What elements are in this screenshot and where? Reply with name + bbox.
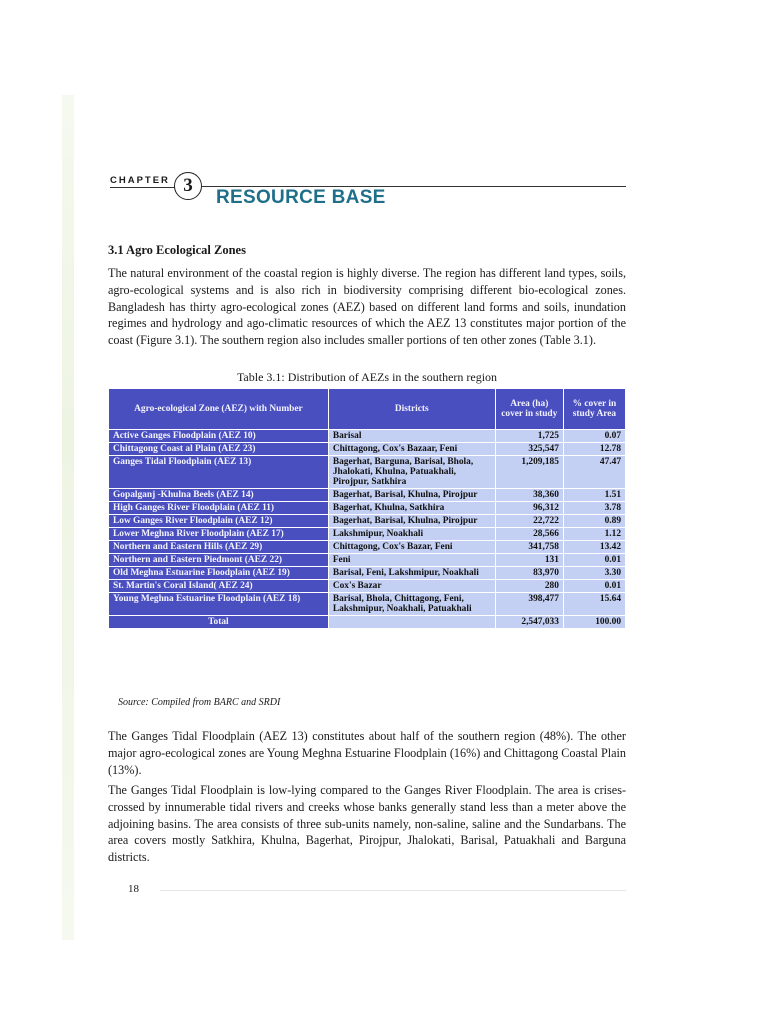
page-number: 18 <box>128 883 139 895</box>
zone-cell: Northern and Eastern Piedmont (AEZ 22) <box>109 554 329 567</box>
total-label: Total <box>109 616 329 629</box>
area-cell: 280 <box>495 580 563 593</box>
districts-cell: Barisal, Bhola, Chittagong, Feni, Lakshmipur, Noakhali, Patuakhali <box>328 593 495 616</box>
percent-cell: 0.89 <box>563 515 625 528</box>
area-cell: 1,209,185 <box>495 456 563 489</box>
chapter-label: CHAPTER <box>110 175 170 186</box>
districts-cell: Lakshmipur, Noakhali <box>328 528 495 541</box>
zone-cell: Ganges Tidal Floodplain (AEZ 13) <box>109 456 329 489</box>
zone-cell: Active Ganges Floodplain (AEZ 10) <box>109 430 329 443</box>
section-heading: 3.1 Agro Ecological Zones <box>108 243 246 257</box>
area-cell: 22,722 <box>495 515 563 528</box>
area-cell: 131 <box>495 554 563 567</box>
area-cell: 398,477 <box>495 593 563 616</box>
area-cell: 96,312 <box>495 502 563 515</box>
area-cell: 38,360 <box>495 489 563 502</box>
total-districts-empty <box>328 616 495 629</box>
table-row <box>109 554 626 567</box>
aez-table <box>108 388 626 629</box>
percent-cell: 12.78 <box>563 443 625 456</box>
zone-cell: Gopalganj -Khulna Beels (AEZ 14) <box>109 489 329 502</box>
header-districts: Districts <box>328 389 495 430</box>
districts-cell: Bagerhat, Khulna, Satkhira <box>328 502 495 515</box>
table-body <box>109 430 626 629</box>
table-row <box>109 580 626 593</box>
area-cell: 341,758 <box>495 541 563 554</box>
percent-cell: 3.30 <box>563 567 625 580</box>
percent-cell: 13.42 <box>563 541 625 554</box>
table-caption: Table 3.1: Distribution of AEZs in the southern region <box>236 370 498 384</box>
percent-cell: 1.51 <box>563 489 625 502</box>
footer-rule <box>160 890 626 891</box>
table-row <box>109 430 626 443</box>
percent-cell: 0.07 <box>563 430 625 443</box>
total-percent: 100.00 <box>563 616 625 629</box>
zone-cell: High Ganges River Floodplain (AEZ 11) <box>109 502 329 515</box>
districts-cell: Chittagong, Cox's Bazaar, Feni <box>328 443 495 456</box>
chapter-title: RESOURCE BASE <box>216 187 386 208</box>
header-zone: Agro-ecological Zone (AEZ) with Number <box>109 389 329 430</box>
districts-cell: Cox's Bazar <box>328 580 495 593</box>
percent-cell: 47.47 <box>563 456 625 489</box>
percent-cell: 0.01 <box>563 554 625 567</box>
zone-cell: Northern and Eastern Hills (AEZ 29) <box>109 541 329 554</box>
header-area: Area (ha) cover in study <box>495 389 563 430</box>
districts-cell: Bagerhat, Barisal, Khulna, Pirojpur <box>328 489 495 502</box>
chapter-number-badge: 3 <box>174 172 202 200</box>
binding-margin-strip <box>62 95 74 940</box>
districts-cell: Barisal <box>328 430 495 443</box>
table-row <box>109 541 626 554</box>
chapter-rule-left <box>110 187 176 188</box>
table-row <box>109 502 626 515</box>
paragraph-aez-shares: The Ganges Tidal Floodplain (AEZ 13) constitutes about half of the southern region (48%). The other major agro-ecological zones are Young Meghna Estuarine Floodplain (16%) and Chittagong Coastal Plain (13%). <box>108 729 626 777</box>
districts-cell: Bagerhat, Barguna, Barisal, Bhola, Jhalokati, Khulna, Patuakhali, Pirojpur, Satkhira <box>328 456 495 489</box>
paragraph-ganges-tidal: The Ganges Tidal Floodplain is low-lying compared to the Ganges River Floodplain. The area is crises-crossed by innumerable tidal rivers and creeks whose banks generally stand less than a meter above the adjoining basins. The area consists of three sub-units namely, non-saline, saline and the Sundarbans. The area covers mostly Satkhira, Khulna, Bagerhat, Pirojpur, Jhalokati, Barisal, Patuakhali and Barguna districts. <box>108 783 626 865</box>
table-row <box>109 515 626 528</box>
zone-cell: Chittagong Coast al Plain (AEZ 23) <box>109 443 329 456</box>
districts-cell: Feni <box>328 554 495 567</box>
table-row <box>109 456 626 489</box>
percent-cell: 15.64 <box>563 593 625 616</box>
zone-cell: Lower Meghna River Floodplain (AEZ 17) <box>109 528 329 541</box>
percent-cell: 1.12 <box>563 528 625 541</box>
zone-cell: Young Meghna Estuarine Floodplain (AEZ 18) <box>109 593 329 616</box>
table-total-row <box>109 616 626 629</box>
header-percent: % cover in study Area <box>563 389 625 430</box>
total-area: 2,547,033 <box>495 616 563 629</box>
table-row <box>109 567 626 580</box>
districts-cell: Chittagong, Cox's Bazar, Feni <box>328 541 495 554</box>
table-row <box>109 528 626 541</box>
districts-cell: Barisal, Feni, Lakshmipur, Noakhali <box>328 567 495 580</box>
area-cell: 28,566 <box>495 528 563 541</box>
table-row <box>109 443 626 456</box>
area-cell: 83,970 <box>495 567 563 580</box>
area-cell: 1,725 <box>495 430 563 443</box>
table-row <box>109 489 626 502</box>
table-source-note: Source: Compiled from BARC and SRDI <box>118 697 281 708</box>
area-cell: 325,547 <box>495 443 563 456</box>
zone-cell: Old Meghna Estuarine Floodplain (AEZ 19) <box>109 567 329 580</box>
districts-cell: Bagerhat, Barisal, Khulna, Pirojpur <box>328 515 495 528</box>
percent-cell: 3.78 <box>563 502 625 515</box>
intro-paragraph: The natural environment of the coastal region is highly diverse. The region has different land types, soils, agro-ecological systems and is also rich in biodiversity comprising different bio-ecological zones. Bangladesh has thirty agro-ecological zones (AEZ) based on different land forms and soils, inundation regimes and hydrology and ago-climatic resources of which the AEZ 13 constitutes major portion of the coast (Figure 3.1). The southern region also includes smaller portions of ten other zones (Table 3.1). <box>108 266 626 348</box>
zone-cell: Low Ganges River Floodplain (AEZ 12) <box>109 515 329 528</box>
table-row <box>109 593 626 616</box>
percent-cell: 0.01 <box>563 580 625 593</box>
table-header-row <box>109 389 626 430</box>
zone-cell: St. Martin's Coral Island( AEZ 24) <box>109 580 329 593</box>
